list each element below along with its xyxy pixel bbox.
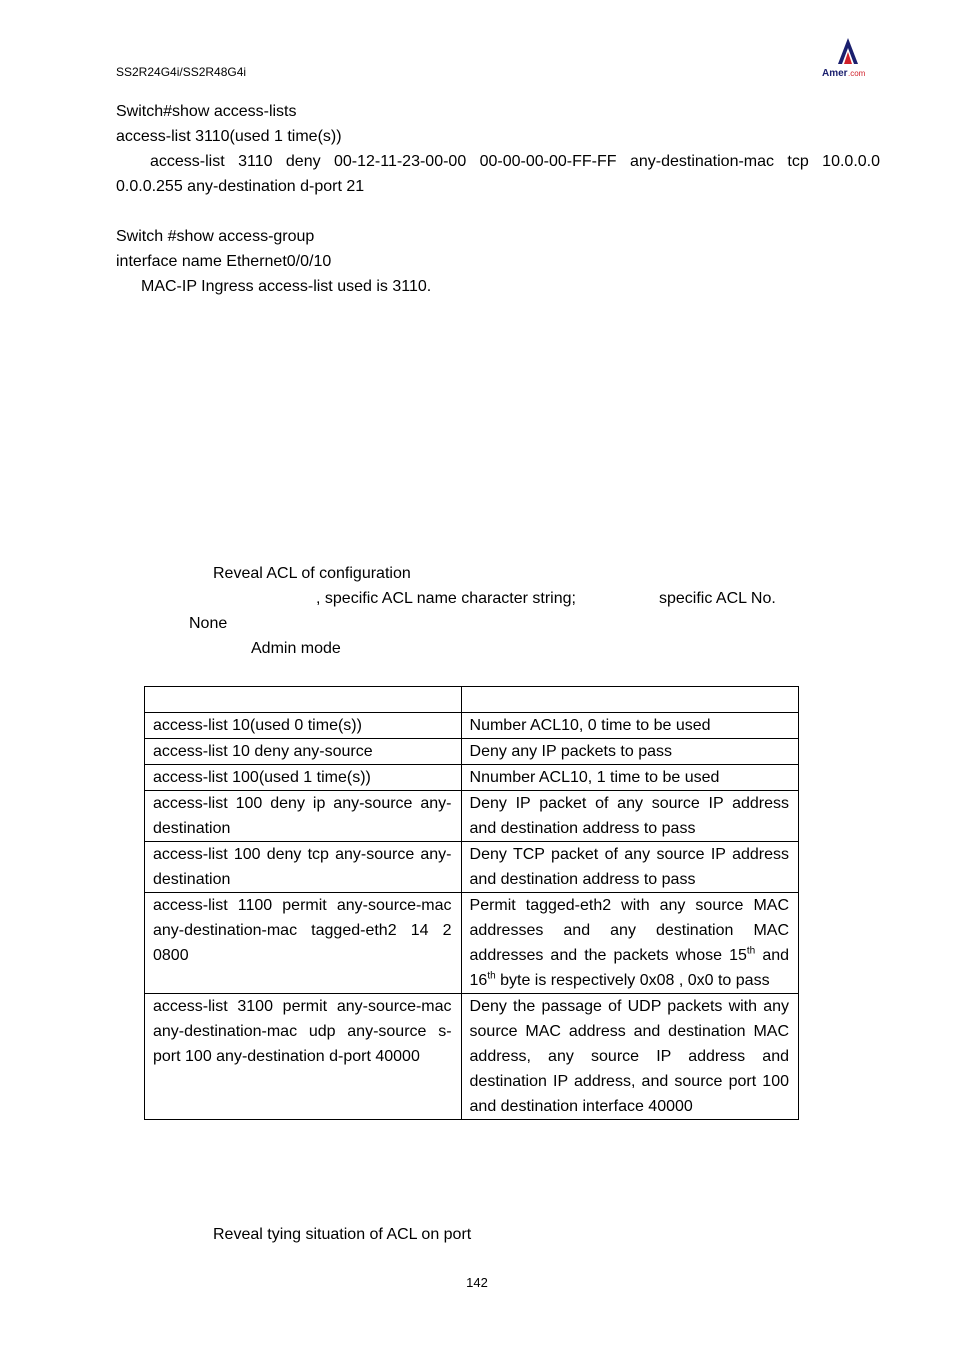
example-line-5: Switch #show access-group [116, 228, 315, 245]
table-row [145, 842, 799, 893]
ordinal-suffix: th [487, 970, 496, 982]
table-cell-display: access-list 3100 permit any-source-mac any-destination-mac udp any-source s-port 100 any-destination d-port 40000 [145, 994, 462, 1120]
table-cell-display: access-list 100 deny ip any-source any-destination [145, 791, 462, 842]
table-cell-explanation: Deny TCP packet of any source IP address and destination address to pass [461, 842, 798, 893]
page-number: 142 [466, 1275, 488, 1290]
command-mode: Admin mode [251, 640, 341, 657]
example-line-2: access-list 3110(used 1 time(s)) [116, 128, 342, 145]
table-row [145, 994, 799, 1120]
table-header-row [145, 687, 799, 713]
table-row [145, 739, 799, 765]
example-line-4: 0.0.0.255 any-destination d-port 21 [116, 178, 365, 195]
table-row [145, 893, 799, 994]
table-cell-display: access-list 1100 permit any-source-mac any-destination-mac tagged-eth2 14 2 0800 [145, 893, 462, 994]
example-line-6: interface name Ethernet0/0/10 [116, 253, 332, 270]
table-row [145, 765, 799, 791]
command-default: None [189, 615, 228, 632]
table-row [145, 713, 799, 739]
ordinal-suffix: th [746, 945, 756, 957]
table-cell-display: access-list 10 deny any-source [145, 739, 462, 765]
acl-display-table [144, 686, 799, 1120]
table-header-cell [145, 687, 462, 713]
example-line-1: Switch#show access-lists [116, 103, 297, 120]
header-model: SS2R24G4i/SS2R48G4i [116, 65, 247, 79]
next-command-function: Reveal tying situation of ACL on port [213, 1226, 472, 1243]
command-function: Reveal ACL of configuration [213, 565, 411, 582]
table-cell-display: access-list 100 deny tcp any-source any-destination [145, 842, 462, 893]
table-cell-explanation: Deny the passage of UDP packets with any source MAC address and destination MAC address, any source IP address and destination IP address, and source port 100 and destination interface 40000 [461, 994, 798, 1120]
table-row [145, 791, 799, 842]
explanation-text: and 16 [469, 947, 790, 989]
table-cell-display: access-list 100(used 1 time(s)) [145, 765, 462, 791]
svg-text:.com: .com [848, 69, 866, 78]
table-cell-explanation: Deny IP packet of any source IP address and destination address to pass [461, 791, 798, 842]
example-line-3: access-list 3110 deny 00-12-11-23-00-00 00-00-00-00-FF-FF any-destination-mac tcp 10.0.0.0 [150, 153, 880, 170]
table-cell-explanation [461, 893, 798, 994]
amer-logo [818, 36, 878, 82]
table-cell-explanation: Number ACL10, 0 time to be used [461, 713, 798, 739]
command-parameter-a: , specific ACL name character string; [316, 590, 576, 607]
table-cell-explanation: Nnumber ACL10, 1 time to be used [461, 765, 798, 791]
table-cell-display: access-list 10(used 0 time(s)) [145, 713, 462, 739]
svg-text:Amer: Amer [822, 68, 848, 79]
table-header-cell [461, 687, 798, 713]
example-line-7: MAC-IP Ingress access-list used is 3110. [141, 278, 432, 295]
explanation-text: byte is respectively 0x08 , 0x0 to pass [495, 972, 770, 989]
explanation-text: Permit tagged-eth2 with any source MAC addresses and any destination MAC addresses and the packets whose 15 [469, 897, 789, 964]
table-cell-explanation: Deny any IP packets to pass [461, 739, 798, 765]
command-parameter-b: specific ACL No. [659, 590, 776, 607]
